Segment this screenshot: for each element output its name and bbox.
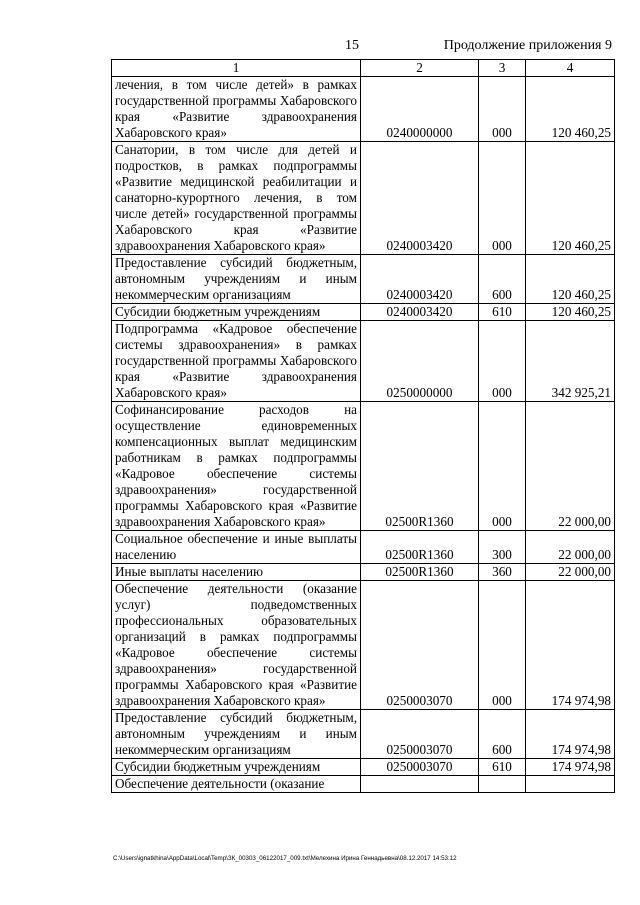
row-amount-cell: 174 974,98: [526, 710, 615, 759]
row-type-cell: [479, 776, 526, 793]
row-type-cell: 600: [479, 255, 526, 304]
page-number: 15: [345, 38, 359, 53]
row-code-cell: 0240003420: [361, 304, 479, 321]
row-code-cell: 02500R1360: [361, 531, 479, 564]
row-amount-cell: 342 925,21: [526, 321, 615, 402]
row-amount-cell: 22 000,00: [526, 531, 615, 564]
row-name-cell: Предоставление субсидий бюджетным, автономным учреждениям и иным некоммерческим организациям: [112, 710, 361, 759]
row-amount-cell: 120 460,25: [526, 304, 615, 321]
budget-table: [111, 59, 615, 793]
column-header: 3: [479, 60, 526, 77]
row-code-cell: 0240000000: [361, 77, 479, 142]
row-amount-cell: 22 000,00: [526, 402, 615, 531]
row-amount-cell: 120 460,25: [526, 142, 615, 255]
row-type-cell: 000: [479, 142, 526, 255]
table-row: [112, 710, 615, 759]
row-name-cell: лечения, в том числе детей» в рамках государственной программы Хабаровского края «Развитие здравоохранения Хабаровского края»: [112, 77, 361, 142]
row-type-cell: 610: [479, 304, 526, 321]
row-code-cell: 0250000000: [361, 321, 479, 402]
row-name-cell: Обеспечение деятельности (оказание: [112, 776, 361, 793]
row-amount-cell: 22 000,00: [526, 564, 615, 581]
row-name-cell: Софинансирование расходов на осуществление единовременных компенсационных выплат медицинским работникам в рамках подпрограммы «Кадровое обеспечение системы здравоохранения» государственной программы Хабаровского края «Развитие здравоохранения Хабаровского края»: [112, 402, 361, 531]
table-header-row: [112, 60, 615, 77]
row-amount-cell: 120 460,25: [526, 255, 615, 304]
row-type-cell: 300: [479, 531, 526, 564]
row-amount-cell: 174 974,98: [526, 581, 615, 710]
row-name-cell: Обеспечение деятельности (оказание услуг) подведомственных профессиональных образовательных организаций в рамках подпрограммы «Кадровое обеспечение системы здравоохранения» государственной программы Хабаровского края «Развитие здравоохранения Хабаровского края»: [112, 581, 361, 710]
row-type-cell: 000: [479, 321, 526, 402]
row-code-cell: 0250003070: [361, 710, 479, 759]
row-name-cell: Субсидии бюджетным учреждениям: [112, 304, 361, 321]
footer-file-path: C:\Users\ignatkhina\AppData\Local\Temp\ЗК_00303_06122017_009.txt\Мелехина Ирина Геннадьевна\08.12.2017 14:53:12: [113, 855, 457, 862]
table-row: [112, 776, 615, 793]
row-code-cell: 0250003070: [361, 759, 479, 776]
row-code-cell: 0240003420: [361, 255, 479, 304]
row-name-cell: Субсидии бюджетным учреждениям: [112, 759, 361, 776]
row-amount-cell: 174 974,98: [526, 759, 615, 776]
column-header: 1: [112, 60, 361, 77]
table-row: [112, 402, 615, 531]
row-name-cell: Социальное обеспечение и иные выплаты населению: [112, 531, 361, 564]
table-row: [112, 255, 615, 304]
row-amount-cell: [526, 776, 615, 793]
row-name-cell: Предоставление субсидий бюджетным, автономным учреждениям и иным некоммерческим организациям: [112, 255, 361, 304]
table-row: [112, 142, 615, 255]
column-header: 4: [526, 60, 615, 77]
column-header: 2: [361, 60, 479, 77]
row-type-cell: 610: [479, 759, 526, 776]
row-type-cell: 360: [479, 564, 526, 581]
row-code-cell: 0240003420: [361, 142, 479, 255]
row-type-cell: 000: [479, 402, 526, 531]
row-type-cell: 600: [479, 710, 526, 759]
row-code-cell: [361, 776, 479, 793]
table-row: [112, 77, 615, 142]
table-row: [112, 759, 615, 776]
row-amount-cell: 120 460,25: [526, 77, 615, 142]
row-code-cell: 0250003070: [361, 581, 479, 710]
row-name-cell: Иные выплаты населению: [112, 564, 361, 581]
table-body: [112, 77, 615, 793]
table-row: [112, 304, 615, 321]
row-code-cell: 02500R1360: [361, 564, 479, 581]
row-name-cell: Санатории, в том числе для детей и подростков, в рамках подпрограммы «Развитие медицинской реабилитации и санаторно-курортного лечения, в том числе детей» государственной программы Хабаровского края «Развитие здравоохранения Хабаровского края»: [112, 142, 361, 255]
table-row: [112, 531, 615, 564]
row-type-cell: 000: [479, 581, 526, 710]
table-row: [112, 581, 615, 710]
row-code-cell: 02500R1360: [361, 402, 479, 531]
continuation-label: Продолжение приложения 9: [443, 38, 612, 53]
row-type-cell: 000: [479, 77, 526, 142]
row-name-cell: Подпрограмма «Кадровое обеспечение системы здравоохранения» в рамках государственной программы Хабаровского края «Развитие здравоохранения Хабаровского края»: [112, 321, 361, 402]
table-row: [112, 564, 615, 581]
table-row: [112, 321, 615, 402]
